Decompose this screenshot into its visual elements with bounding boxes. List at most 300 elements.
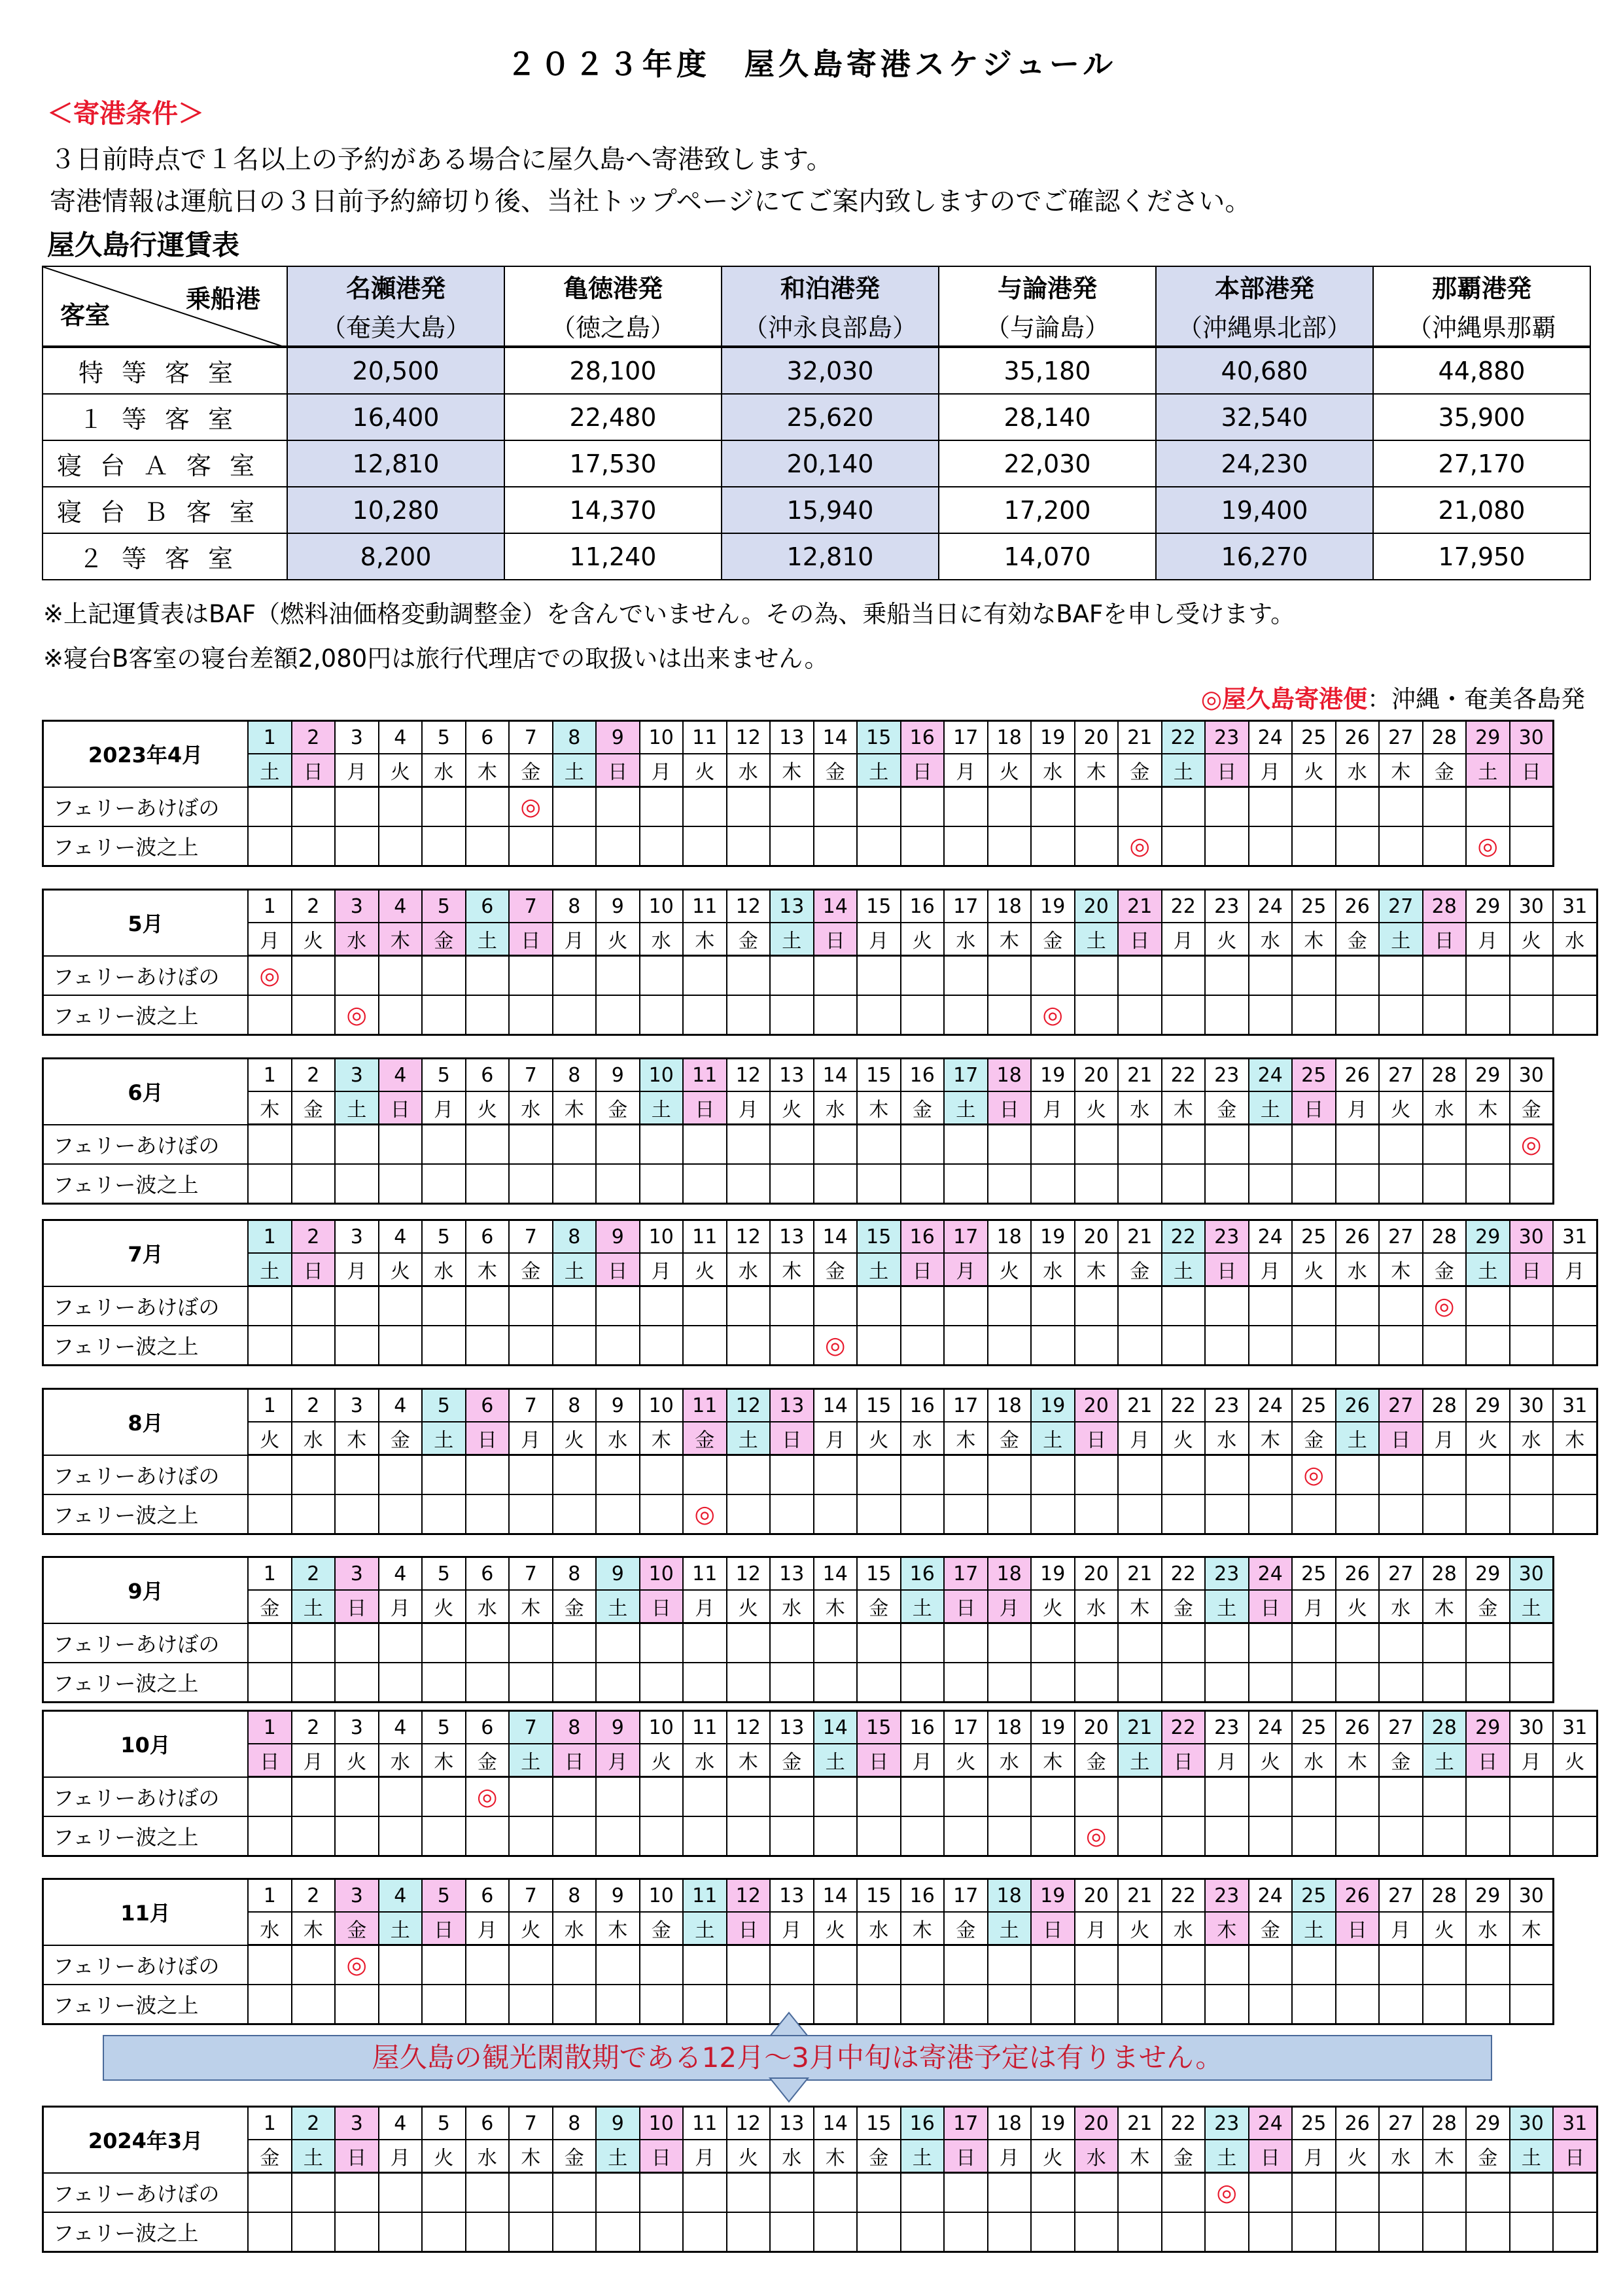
schedule-cell <box>988 1455 1032 1495</box>
schedule-cell <box>901 1326 945 1366</box>
ferry-row <box>43 1663 1554 1703</box>
cabin-class: 寝台Ｂ客室 <box>43 487 287 533</box>
weekday: 金 <box>596 1091 640 1125</box>
weekday: 金 <box>1292 1422 1336 1455</box>
schedule-cell <box>466 1286 510 1326</box>
day-number: 9 <box>596 1220 640 1254</box>
day-number: 7 <box>509 1557 553 1591</box>
schedule-cell <box>596 1494 640 1534</box>
weekday: 月 <box>1162 923 1206 956</box>
weekday: 火 <box>988 1253 1032 1286</box>
day-number: 25 <box>1292 1711 1336 1744</box>
schedule-cell <box>770 1164 814 1204</box>
day-number: 26 <box>1336 1711 1380 1744</box>
weekday: 月 <box>1075 1912 1119 1945</box>
weekday: 月 <box>1292 1590 1336 1623</box>
schedule-cell <box>814 1164 858 1204</box>
schedule-cell <box>1249 787 1293 827</box>
weekday: 金 <box>814 754 858 787</box>
day-number: 18 <box>988 1879 1032 1913</box>
day-number: 24 <box>1249 1220 1293 1254</box>
day-number: 20 <box>1075 1059 1119 1092</box>
weekday: 木 <box>1249 1422 1293 1455</box>
schedule-cell <box>1336 826 1380 866</box>
fare-value: 17,950 <box>1373 533 1590 580</box>
port-region: （与論島） <box>939 305 1156 347</box>
schedule-cell <box>727 1816 771 1856</box>
month-label: 9月 <box>43 1557 249 1623</box>
schedule-cell <box>683 2212 727 2252</box>
schedule-cell <box>857 1623 901 1663</box>
schedule-cell <box>1292 787 1336 827</box>
schedule-cell <box>1075 1164 1119 1204</box>
fare-value: 35,180 <box>939 347 1156 394</box>
schedule-cell <box>292 1985 336 2024</box>
schedule-cell <box>1031 1945 1075 1985</box>
weekday: 土 <box>292 2140 336 2173</box>
weekday: 土 <box>1336 1422 1380 1455</box>
schedule-cell <box>1075 1777 1119 1817</box>
schedule-cell <box>1292 1326 1336 1366</box>
day-number: 6 <box>466 2107 510 2140</box>
day-number: 7 <box>509 1389 553 1422</box>
schedule-cell <box>1466 995 1510 1035</box>
schedule-cell <box>422 1816 466 1856</box>
day-number: 28 <box>1423 890 1467 923</box>
day-number: 27 <box>1379 1389 1423 1422</box>
schedule-cell <box>1118 1125 1162 1165</box>
weekday: 日 <box>1510 1253 1554 1286</box>
weekday: 火 <box>683 754 727 787</box>
day-number: 4 <box>379 2107 423 2140</box>
day-number: 15 <box>857 1059 901 1092</box>
weekday: 日 <box>640 1590 684 1623</box>
schedule-cell <box>683 995 727 1035</box>
ferry-row <box>43 787 1554 827</box>
weekday: 水 <box>944 923 988 956</box>
schedule-cell <box>1423 995 1467 1035</box>
schedule-cell <box>553 1326 597 1366</box>
schedule-cell <box>1031 1326 1075 1366</box>
schedule-cell <box>1466 1985 1510 2024</box>
day-number: 3 <box>335 2107 379 2140</box>
schedule-cell <box>1292 2212 1336 2252</box>
day-number: 1 <box>248 1059 292 1092</box>
schedule-cell <box>1423 1326 1467 1366</box>
weekday: 月 <box>1249 1253 1293 1286</box>
ferry-name: フェリーあけぼの <box>43 956 249 996</box>
schedule-cell <box>1031 1777 1075 1817</box>
weekday: 土 <box>553 754 597 787</box>
weekday: 木 <box>770 754 814 787</box>
weekday: 水 <box>988 1744 1032 1777</box>
schedule-cell <box>1379 1945 1423 1985</box>
weekday: 月 <box>466 1912 510 1945</box>
schedule-cell <box>379 2173 423 2213</box>
weekday: 金 <box>944 1912 988 1945</box>
schedule-cell <box>988 1985 1032 2024</box>
weekday: 火 <box>640 1744 684 1777</box>
day-number: 3 <box>335 1711 379 1744</box>
schedule-cell <box>1553 1286 1597 1326</box>
weekday: 日 <box>248 1744 292 1777</box>
fare-value: 16,270 <box>1156 533 1373 580</box>
day-number: 25 <box>1292 2107 1336 2140</box>
schedule-cell <box>1162 1164 1206 1204</box>
schedule-cell <box>379 1494 423 1534</box>
weekday: 日 <box>1162 1744 1206 1777</box>
schedule-cell <box>1118 1816 1162 1856</box>
weekday: 日 <box>727 1912 771 1945</box>
weekday: 土 <box>1423 1744 1467 1777</box>
day-number: 25 <box>1292 1389 1336 1422</box>
weekday: 木 <box>1336 1744 1380 1777</box>
month-calendar <box>42 1556 1554 1703</box>
day-number: 22 <box>1162 890 1206 923</box>
schedule-cell <box>1510 1663 1554 1703</box>
schedule-cell <box>1162 1326 1206 1366</box>
weekday: 火 <box>1205 923 1249 956</box>
day-number: 17 <box>944 890 988 923</box>
month-calendar <box>42 889 1598 1036</box>
ferry-name: フェリー波之上 <box>43 1663 249 1703</box>
weekday: 水 <box>640 923 684 956</box>
day-number: 11 <box>683 1389 727 1422</box>
schedule-cell <box>379 995 423 1035</box>
schedule-cell <box>814 787 858 827</box>
weekday: 月 <box>1336 1091 1380 1125</box>
day-number: 12 <box>727 1389 771 1422</box>
day-number: 9 <box>596 1389 640 1422</box>
schedule-cell <box>1553 2173 1597 2213</box>
schedule-cell <box>1031 787 1075 827</box>
fare-value: 11,240 <box>504 533 722 580</box>
weekday: 金 <box>292 1091 336 1125</box>
schedule-cell <box>1118 2173 1162 2213</box>
day-number: 6 <box>466 1389 510 1422</box>
day-number: 22 <box>1162 2107 1206 2140</box>
schedule-cell <box>1162 1663 1206 1703</box>
day-number: 27 <box>1379 1711 1423 1744</box>
day-number: 14 <box>814 890 858 923</box>
weekday: 土 <box>814 1744 858 1777</box>
schedule-cell <box>770 1286 814 1326</box>
schedule-cell <box>944 1326 988 1366</box>
schedule-cell <box>335 1326 379 1366</box>
schedule-cell <box>1379 2173 1423 2213</box>
schedule-cell <box>379 1164 423 1204</box>
schedule-cell <box>1423 1455 1467 1495</box>
day-number: 30 <box>1510 2107 1554 2140</box>
day-number: 27 <box>1379 890 1423 923</box>
schedule-cell <box>1031 1985 1075 2024</box>
schedule-cell <box>640 1777 684 1817</box>
weekday: 月 <box>640 1253 684 1286</box>
schedule-cell <box>422 956 466 996</box>
schedule-cell <box>727 787 771 827</box>
schedule-cell <box>1075 826 1119 866</box>
day-number: 20 <box>1075 890 1119 923</box>
schedule-cell <box>1466 1326 1510 1366</box>
day-number: 15 <box>857 1711 901 1744</box>
port-call-mark: ◎ <box>814 1326 858 1366</box>
schedule-cell <box>901 1945 945 1985</box>
day-number: 23 <box>1205 721 1249 754</box>
day-number: 28 <box>1423 1557 1467 1591</box>
weekday: 日 <box>509 923 553 956</box>
schedule-cell <box>596 1125 640 1165</box>
port-call-mark: ◎ <box>335 995 379 1035</box>
schedule-cell <box>292 2212 336 2252</box>
day-number: 27 <box>1379 1879 1423 1913</box>
weekday: 火 <box>814 1912 858 1945</box>
day-number: 12 <box>727 890 771 923</box>
day-number: 13 <box>770 1557 814 1591</box>
schedule-cell <box>640 2212 684 2252</box>
day-number: 7 <box>509 1059 553 1092</box>
schedule-cell <box>466 2173 510 2213</box>
ferry-row <box>43 1816 1597 1856</box>
ferry-row <box>43 1777 1597 1817</box>
schedule-cell <box>292 1816 336 1856</box>
schedule-cell <box>1075 1326 1119 1366</box>
day-number: 12 <box>727 2107 771 2140</box>
day-number: 20 <box>1075 1879 1119 1913</box>
schedule-cell <box>901 2173 945 2213</box>
weekday: 土 <box>1118 1744 1162 1777</box>
schedule-cell <box>553 2173 597 2213</box>
day-number: 19 <box>1031 1557 1075 1591</box>
schedule-cell <box>1162 1623 1206 1663</box>
schedule-cell <box>509 1985 553 2024</box>
schedule-cell <box>1249 1326 1293 1366</box>
day-number: 12 <box>727 721 771 754</box>
day-number: 10 <box>640 890 684 923</box>
schedule-cell <box>1205 1164 1249 1204</box>
offseason-notice: 屋久島の観光閑散期である12月～3月中旬は寄港予定は有りません。 <box>103 2035 1492 2081</box>
day-number: 11 <box>683 890 727 923</box>
day-number: 13 <box>770 1220 814 1254</box>
day-number: 9 <box>596 1711 640 1744</box>
day-number: 20 <box>1075 2107 1119 2140</box>
day-number: 8 <box>553 1059 597 1092</box>
schedule-cell <box>683 1455 727 1495</box>
weekday: 水 <box>1466 1912 1510 1945</box>
weekday: 日 <box>988 1091 1032 1125</box>
day-number: 10 <box>640 1220 684 1254</box>
schedule-cell <box>1510 1326 1554 1366</box>
schedule-cell <box>248 995 292 1035</box>
schedule-cell <box>1249 995 1293 1035</box>
day-number: 15 <box>857 1879 901 1913</box>
weekday: 金 <box>509 754 553 787</box>
schedule-cell <box>640 787 684 827</box>
weekday: 水 <box>466 2140 510 2173</box>
day-number: 31 <box>1553 1220 1597 1254</box>
ferry-name: フェリーあけぼの <box>43 1455 249 1495</box>
schedule-cell <box>509 1455 553 1495</box>
schedule-cell <box>1510 1164 1554 1204</box>
day-number: 29 <box>1466 1711 1510 1744</box>
fare-value: 25,620 <box>722 394 939 440</box>
schedule-cell <box>770 1945 814 1985</box>
day-number: 8 <box>553 1711 597 1744</box>
schedule-cell <box>335 1816 379 1856</box>
weekday: 日 <box>422 1912 466 1945</box>
schedule-cell <box>1553 1494 1597 1534</box>
conditions-line: ３日前時点で１名以上の予約がある場合に屋久島へ寄港致します。 <box>50 145 833 175</box>
weekday: 月 <box>944 1253 988 1286</box>
schedule-cell <box>466 2212 510 2252</box>
ferry-row <box>43 995 1597 1035</box>
weekday: 金 <box>640 1912 684 1945</box>
weekday: 金 <box>248 2140 292 2173</box>
schedule-cell <box>1249 956 1293 996</box>
weekday: 土 <box>292 1590 336 1623</box>
month-label: 7月 <box>43 1220 249 1286</box>
weekday: 火 <box>1466 1422 1510 1455</box>
schedule-cell <box>553 1286 597 1326</box>
schedule-cell <box>640 1663 684 1703</box>
schedule-cell <box>1336 2212 1380 2252</box>
schedule-cell <box>1205 1623 1249 1663</box>
weekday: 月 <box>1292 2140 1336 2173</box>
weekday: 日 <box>1031 1912 1075 1945</box>
schedule-cell <box>596 1945 640 1985</box>
day-number: 23 <box>1205 890 1249 923</box>
day-number: 16 <box>901 2107 945 2140</box>
schedule-cell <box>466 826 510 866</box>
weekday: 金 <box>1162 1590 1206 1623</box>
schedule-cell <box>1510 995 1554 1035</box>
schedule-cell <box>422 1623 466 1663</box>
schedule-cell <box>466 1164 510 1204</box>
schedule-cell <box>770 826 814 866</box>
schedule-cell <box>857 1455 901 1495</box>
port-call-mark: ◎ <box>683 1494 727 1534</box>
fare-value: 44,880 <box>1373 347 1590 394</box>
weekday: 火 <box>1031 2140 1075 2173</box>
day-number: 23 <box>1205 2107 1249 2140</box>
weekday: 月 <box>335 1253 379 1286</box>
schedule-cell <box>814 1985 858 2024</box>
day-number: 2 <box>292 890 336 923</box>
schedule-cell <box>727 1125 771 1165</box>
day-number: 5 <box>422 1220 466 1254</box>
day-number: 30 <box>1510 721 1554 754</box>
schedule-cell <box>422 1286 466 1326</box>
day-number: 31 <box>1553 890 1597 923</box>
schedule-cell <box>1205 1326 1249 1366</box>
day-number: 4 <box>379 1711 423 1744</box>
day-number: 25 <box>1292 1879 1336 1913</box>
schedule-cell <box>944 1816 988 1856</box>
ferry-name: フェリー波之上 <box>43 2212 249 2252</box>
schedule-cell <box>248 1945 292 1985</box>
weekday: 木 <box>770 1253 814 1286</box>
weekday: 日 <box>1205 754 1249 787</box>
day-number: 2 <box>292 1879 336 1913</box>
schedule-cell <box>640 956 684 996</box>
schedule-cell <box>1249 1816 1293 1856</box>
weekday: 月 <box>509 1422 553 1455</box>
schedule-cell <box>857 1125 901 1165</box>
schedule-cell <box>944 1945 988 1985</box>
schedule-cell <box>944 826 988 866</box>
port-name: 与論港発 <box>939 266 1156 305</box>
schedule-cell <box>248 1326 292 1366</box>
schedule-cell <box>988 1494 1032 1534</box>
schedule-cell <box>640 1164 684 1204</box>
schedule-cell <box>944 2212 988 2252</box>
day-number: 27 <box>1379 1059 1423 1092</box>
schedule-cell <box>727 956 771 996</box>
weekday: 日 <box>944 1590 988 1623</box>
schedule-cell <box>1249 1125 1293 1165</box>
port-region: （沖永良部島） <box>722 305 939 347</box>
day-number: 10 <box>640 1059 684 1092</box>
weekday: 木 <box>814 2140 858 2173</box>
schedule-cell <box>901 1286 945 1326</box>
weekday: 火 <box>1292 754 1336 787</box>
weekday: 木 <box>596 1912 640 1945</box>
schedule-cell <box>1075 956 1119 996</box>
port-call-mark: ◎ <box>1205 2173 1249 2213</box>
day-number: 14 <box>814 1389 858 1422</box>
schedule-cell <box>1031 826 1075 866</box>
day-number: 19 <box>1031 1879 1075 1913</box>
weekday: 月 <box>683 1590 727 1623</box>
schedule-cell <box>379 1286 423 1326</box>
day-number: 23 <box>1205 1389 1249 1422</box>
weekday: 木 <box>814 1590 858 1623</box>
schedule-cell <box>944 995 988 1035</box>
weekday: 日 <box>292 754 336 787</box>
weekday: 木 <box>466 754 510 787</box>
weekday: 木 <box>466 1253 510 1286</box>
schedule-cell <box>944 787 988 827</box>
schedule-cell <box>1379 1286 1423 1326</box>
day-number: 28 <box>1423 1059 1467 1092</box>
day-number: 14 <box>814 1879 858 1913</box>
weekday: 水 <box>596 1422 640 1455</box>
schedule-cell <box>683 1816 727 1856</box>
schedule-cell <box>1249 2212 1293 2252</box>
schedule-cell <box>640 1455 684 1495</box>
schedule-cell <box>379 1623 423 1663</box>
day-number: 19 <box>1031 890 1075 923</box>
weekday: 水 <box>901 1422 945 1455</box>
schedule-cell <box>335 1164 379 1204</box>
day-number: 6 <box>466 1711 510 1744</box>
schedule-cell <box>1336 1455 1380 1495</box>
schedule-cell <box>1553 1326 1597 1366</box>
weekday: 月 <box>1466 923 1510 956</box>
day-number: 11 <box>683 1059 727 1092</box>
port-name: 和泊港発 <box>722 266 939 305</box>
weekday: 金 <box>814 1253 858 1286</box>
month-label: 2024年3月 <box>43 2107 249 2173</box>
day-number: 2 <box>292 2107 336 2140</box>
day-number: 14 <box>814 1059 858 1092</box>
day-number: 27 <box>1379 1220 1423 1254</box>
weekday: 土 <box>335 1091 379 1125</box>
weekday: 木 <box>1075 1253 1119 1286</box>
day-number: 1 <box>248 1220 292 1254</box>
weekday: 水 <box>1075 1590 1119 1623</box>
schedule-cell <box>640 1125 684 1165</box>
schedule-cell <box>988 1286 1032 1326</box>
